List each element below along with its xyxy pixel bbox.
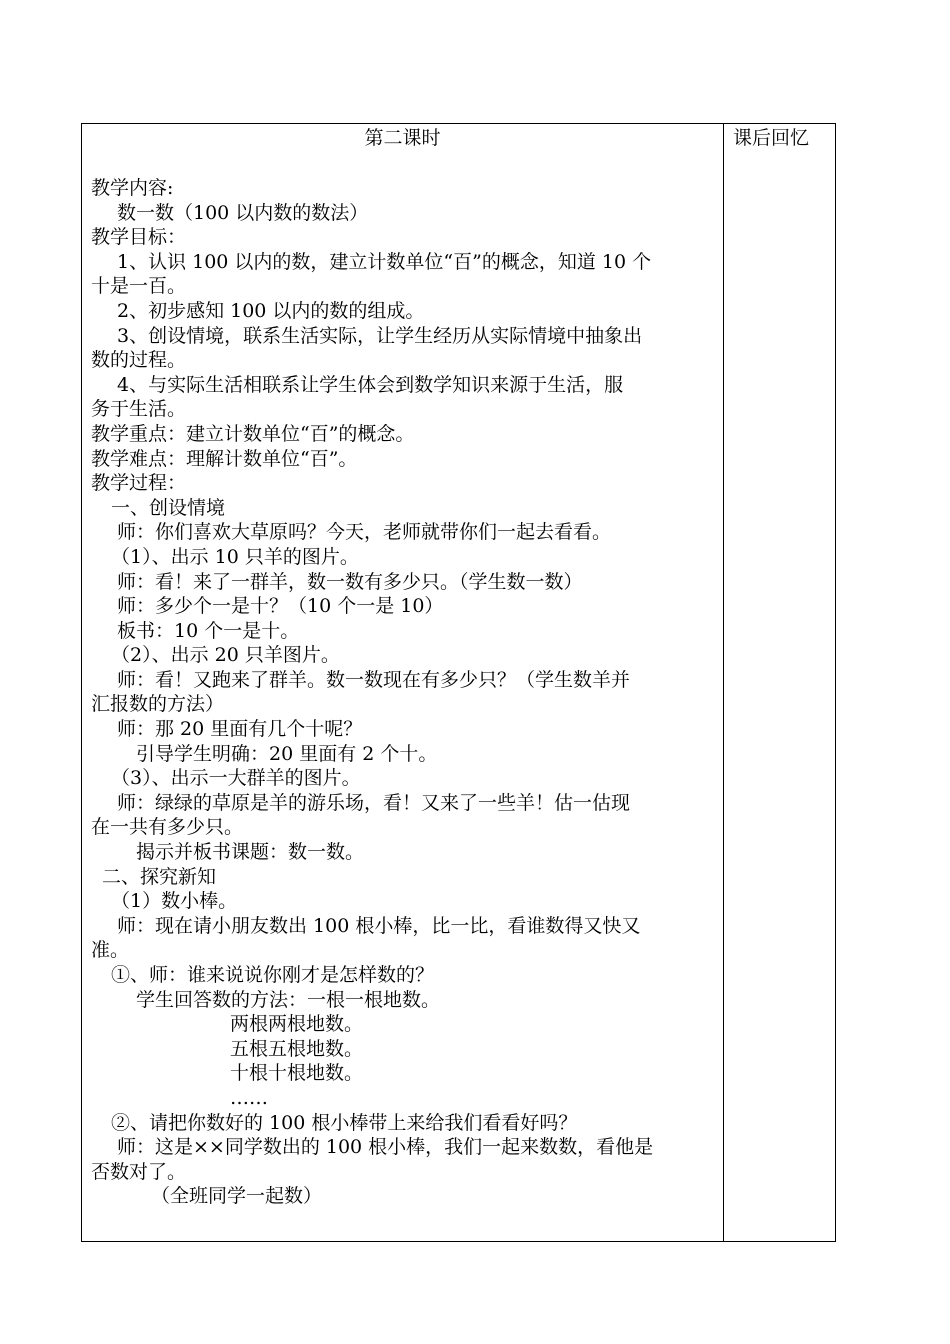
text-line: （1）、出示 10 只羊的图片。 — [111, 545, 359, 568]
text-line: …… — [230, 1086, 268, 1109]
text-line: 师：绿绿的草原是羊的游乐场，看！又来了一些羊！估一估现 — [117, 791, 631, 814]
text-line: 教学内容: — [91, 177, 174, 199]
text-line: 汇报数的方法） — [91, 693, 225, 716]
text-line: （3）、出示一大群羊的图片。 — [111, 767, 361, 790]
text-line: 板书：10 个一是十。 — [117, 619, 300, 642]
text-line: 五根五根地数。 — [230, 1037, 364, 1060]
text-line: 师：看！又跑来了群羊。数一数现在有多少只？（学生数羊并 — [117, 668, 631, 691]
text-line: 准。 — [91, 939, 130, 962]
text-line: （2）、出示 20 只羊图片。 — [111, 644, 340, 667]
text-line: 师：你们喜欢大草原吗？今天，老师就带你们一起去看看。 — [117, 521, 612, 544]
text-line: 师：这是××同学数出的 100 根小棒，我们一起来数数，看他是 — [117, 1136, 654, 1159]
text-line: 十是一百。 — [91, 275, 187, 298]
text-line: 1、认识 100 以内的数，建立计数单位“百”的概念，知道 10 个 — [117, 250, 652, 273]
text-line: 教学重点：建立计数单位“百”的概念。 — [91, 422, 415, 445]
text-line: 数一数（100 以内数的数法） — [117, 201, 369, 224]
text-line: 数的过程。 — [91, 349, 187, 372]
text-line: 师：看！来了一群羊，数一数有多少只。（学生数一数） — [117, 570, 583, 593]
lesson-body — [91, 176, 721, 1209]
text-line: 两根两根地数。 — [230, 1013, 364, 1036]
text-line: ①、师：谁来说说你刚才是怎样数的？ — [111, 964, 435, 986]
text-line: ②、请把你数好的 100 根小棒带上来给我们看看好吗？ — [111, 1111, 578, 1134]
text-line: 教学目标： — [91, 226, 187, 249]
text-line: 4、与实际生活相联系让学生体会到数学知识来源于生活，服 — [117, 373, 624, 396]
text-line: 十根十根地数。 — [230, 1062, 364, 1085]
text-line: 师：那 20 里面有几个十呢？ — [117, 718, 363, 741]
text-line: 一、创设情境 — [111, 496, 226, 519]
text-line: 二、探究新知 — [102, 865, 217, 888]
text-line: 2、初步感知 100 以内的数的组成。 — [117, 299, 425, 322]
text-line: （1）数小棒。 — [111, 890, 238, 913]
lesson-table — [81, 123, 836, 1242]
text-line: 3、创设情境，联系生活实际，让学生经历从实际情境中抽象出 — [117, 324, 643, 347]
text-line: （全班同学一起数） — [151, 1185, 323, 1208]
text-line: 否数对了。 — [91, 1160, 187, 1183]
lesson-content-column — [82, 124, 723, 1241]
text-line: 学生回答数的方法：一根一根地数。 — [136, 988, 441, 1011]
review-column-title: 课后回忆 — [733, 127, 810, 149]
text-line: 教学过程： — [91, 472, 187, 495]
review-column — [724, 124, 835, 1241]
text-line: 务于生活。 — [91, 398, 187, 421]
text-line: 教学难点：理解计数单位“百”。 — [91, 447, 358, 470]
text-line: 师：现在请小朋友数出 100 根小棒，比一比，看谁数得又快又 — [117, 914, 641, 937]
text-line: 师：多少个一是十？（10 个一是 10） — [117, 595, 444, 618]
text-line: 揭示并板书课题：数一数。 — [136, 841, 365, 864]
text-line: 在一共有多少只。 — [91, 816, 244, 839]
lesson-title: 第二课时 — [364, 127, 441, 149]
text-line: 引导学生明确：20 里面有 2 个十。 — [136, 742, 438, 765]
